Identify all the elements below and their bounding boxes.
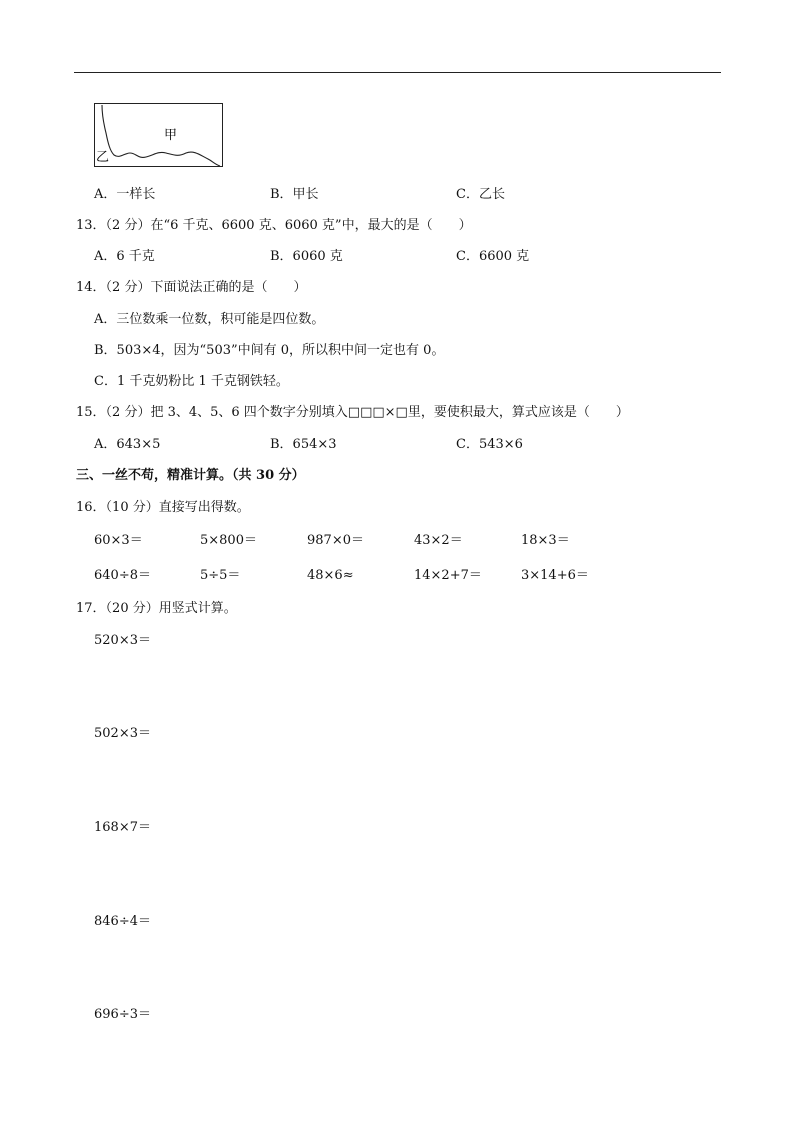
q16-item: 987×0＝ bbox=[307, 533, 364, 548]
q16-item: 14×2+7＝ bbox=[414, 568, 482, 583]
q16-stem: 16．（10 分）直接写出得数。 bbox=[76, 500, 250, 515]
q17-item: 520×3＝ bbox=[94, 633, 151, 648]
q15-option-a[interactable]: A．643×5 bbox=[94, 437, 161, 452]
curve-figure bbox=[94, 103, 224, 169]
q15-stem: 15．（2 分）把 3、4、5、6 四个数字分别填入□□□×□里，要使积最大，算式应该是（ ） bbox=[76, 405, 629, 420]
q17-item: 696÷3＝ bbox=[94, 1007, 151, 1022]
section-3-heading: 三、一丝不苟，精准计算。（共 30 分） bbox=[76, 468, 305, 483]
q13-stem: 13．（2 分）在“6 千克、6600 克、6060 克”中，最大的是（ ） bbox=[76, 218, 472, 233]
q16-item: 5×800＝ bbox=[200, 533, 257, 548]
q16-item: 5÷5＝ bbox=[200, 568, 241, 583]
q14-option-b[interactable]: B．503×4，因为“503”中间有 0，所以积中间一定也有 0。 bbox=[94, 343, 445, 358]
q17-item: 168×7＝ bbox=[94, 820, 151, 835]
q16-item: 48×6≈ bbox=[307, 568, 354, 583]
q15-option-c[interactable]: C．543×6 bbox=[456, 437, 523, 452]
q16-item: 18×3＝ bbox=[521, 533, 570, 548]
q16-item: 43×2＝ bbox=[414, 533, 463, 548]
q12-option-b[interactable]: B．甲长 bbox=[270, 187, 319, 202]
q12-option-c[interactable]: C．乙长 bbox=[456, 187, 505, 202]
q17-item: 846÷4＝ bbox=[94, 914, 151, 929]
q13-option-c[interactable]: C．6600 克 bbox=[456, 249, 530, 264]
q14-option-a[interactable]: A．三位数乘一位数，积可能是四位数。 bbox=[94, 312, 325, 327]
q14-stem: 14．（2 分）下面说法正确的是（ ） bbox=[76, 280, 307, 295]
q16-item: 3×14+6＝ bbox=[521, 568, 589, 583]
q14-option-c[interactable]: C．1 千克奶粉比 1 千克钢铁轻。 bbox=[94, 374, 289, 389]
q16-item: 60×3＝ bbox=[94, 533, 143, 548]
q12-option-a[interactable]: A．一样长 bbox=[94, 187, 156, 202]
q13-option-a[interactable]: A．6 千克 bbox=[94, 249, 155, 264]
label-jia: 甲 bbox=[164, 128, 178, 143]
header-rule bbox=[74, 72, 721, 73]
q15-option-b[interactable]: B．654×3 bbox=[270, 437, 337, 452]
q17-stem: 17．（20 分）用竖式计算。 bbox=[76, 601, 237, 616]
boundary-curve bbox=[102, 105, 220, 166]
q13-option-b[interactable]: B．6060 克 bbox=[270, 249, 343, 264]
q17-item: 502×3＝ bbox=[94, 726, 151, 741]
label-yi: 乙 bbox=[96, 150, 110, 165]
q16-item: 640÷8＝ bbox=[94, 568, 151, 583]
